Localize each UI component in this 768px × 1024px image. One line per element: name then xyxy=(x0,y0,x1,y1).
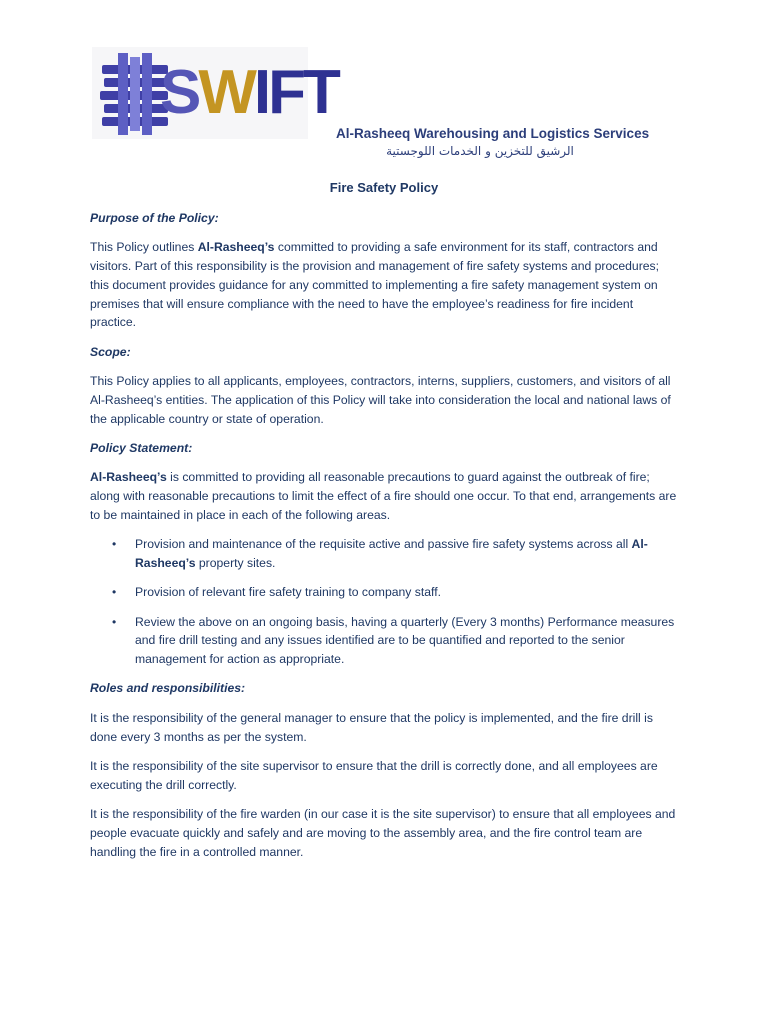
purpose-paragraph: This Policy outlines Al-Rasheeq’s committed to providing a safe environment for its staff, contractors and visitors. Part of this responsibility is the provision and management of fire safety systems and procedures; this document provides guidance for any committed to implementing a fire safety management system on premises that will ensure compliance with the need to have the employee’s readiness for fire incident practice. xyxy=(90,240,660,330)
logo-wordmark: SWIFT xyxy=(160,58,338,127)
list-item: • Provision and maintenance of the requisite active and passive fire safety systems across all Al-Rasheeq’s property sites. xyxy=(112,537,648,570)
bullet-icon: • xyxy=(112,585,117,600)
company-name-english: Al-Rasheeq Warehousing and Logistics Services xyxy=(336,126,650,141)
list-item: • Review the above on an ongoing basis, having a quarterly (Every 3 months) Performance measures and fire drill testing and any issues identified are to be quantified and reported to the senior management for action as appropriate. xyxy=(112,614,675,667)
roles-heading: Roles and responsibilities: xyxy=(90,681,246,696)
statement-bullet-list xyxy=(90,535,680,669)
company-name-arabic: الرشيق للتخزين و الخدمات اللوجستية xyxy=(386,144,574,158)
document-body xyxy=(90,209,680,872)
company-logo xyxy=(92,47,338,139)
bullet-icon: • xyxy=(112,537,117,552)
purpose-heading: Purpose of the Policy: xyxy=(90,211,219,225)
roles-paragraph-3: It is the responsibility of the fire warden (in our case it is the site supervisor) to ensure that all employees and people evacuate quickly and safely and are moving to the assembly area, and the fire control team are handling the fire in a controlled manner. xyxy=(90,806,676,859)
scope-paragraph: This Policy applies to all applicants, employees, contractors, interns, suppliers, customers, and visitors of all Al-Rasheeq’s entities. The application of this Policy will take into consideration the local and national laws of the applicable country or state of operation. xyxy=(90,374,671,426)
roles-paragraph-1: It is the responsibility of the general manager to ensure that the policy is implemented, and the fire drill is done every 3 months as per the system. xyxy=(90,710,653,744)
roles-paragraph-2: It is the responsibility of the site supervisor to ensure that the drill is correctly done, and all employees are executing the drill correctly. xyxy=(90,758,658,792)
statement-heading: Policy Statement: xyxy=(90,440,193,455)
statement-paragraph: Al-Rasheeq’s is committed to providing all reasonable precautions to guard against the outbreak of fire; along with reasonable precautions to limit the effect of a fire should one occur. To that end, arrangements are to be maintained in place in each of the following areas. xyxy=(90,470,677,522)
scope-heading: Scope: xyxy=(90,344,131,359)
bullet-icon: • xyxy=(112,614,117,629)
document-title: Fire Safety Policy xyxy=(329,180,439,195)
list-item: • Provision of relevant fire safety training to company staff. xyxy=(90,583,680,602)
